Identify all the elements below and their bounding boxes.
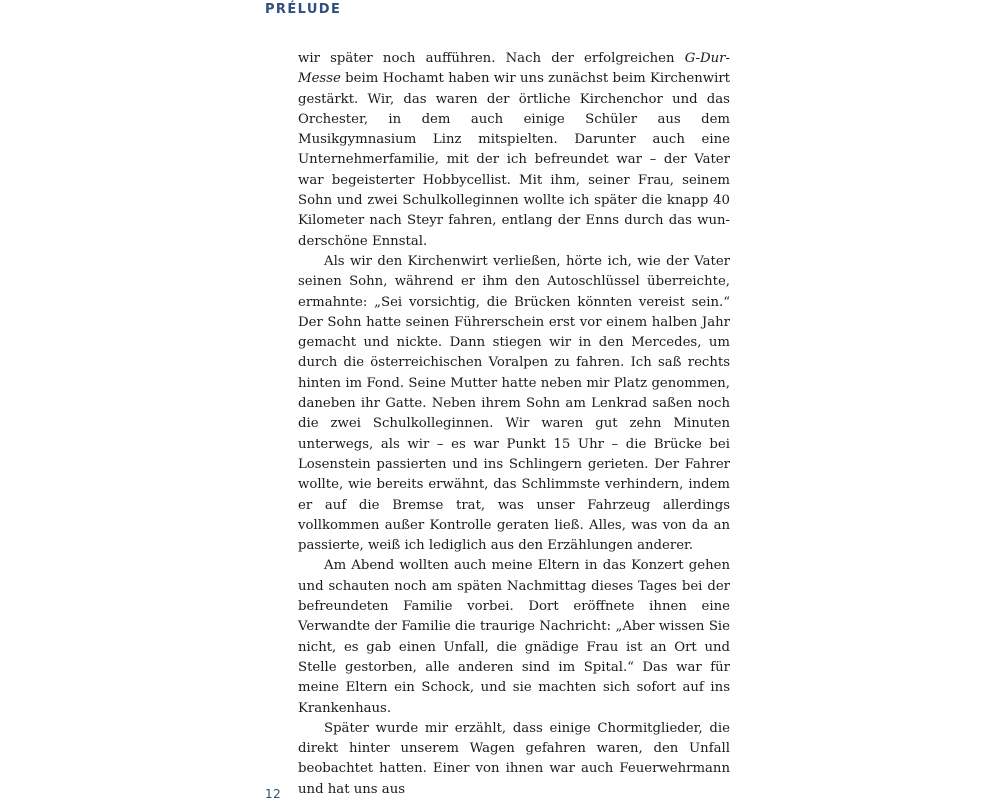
paragraph-1-rest: beim Hochamt haben wir uns zunächst beim Kirchenwirt gestärkt. Wir, das waren der örtliche Kirchenchor und das Orchester, in dem auch einige Schüler aus dem Musikgymnasium Linz mitspielten. Darunter auch eine Unternehmerfamilie, mit der ich befreundet war – der Vater war begeisterter Hobbycellist. Mit ihm, seiner Frau, seinem Sohn und zwei Schulkolleginnen wollte ich später die knapp 40 Kilometer nach Steyr fahren, entlang der Enns durch das wunderschöne Ennstal. <box>298 71 730 249</box>
paragraph-1 <box>298 49 730 252</box>
body-text <box>298 49 730 800</box>
italic-work-title: G-Dur-Messe <box>298 51 730 87</box>
paragraph-2: Als wir den Kirchenwirt verließen, hörte ich, wie der Vater seinen Sohn, während er ihm den Autoschlüssel überreichte, ermahnte: „Sei vorsichtig, die Brücken könnten vereist sein.“ Der Sohn hatte seinen Führerschein erst vor einem halben Jahr gemacht und nickte. Dann stiegen wir in den Mercedes, um durch die österreichischen Voralpen zu fahren. Ich saß rechts hinten im Fond. Seine Mutter hatte neben mir Platz genommen, daneben ihr Gatte. Neben ihrem Sohn am Lenkrad saßen noch die zwei Schulkolleginnen. Wir waren gut zehn Minuten unterwegs, als wir – es war Punkt 15 Uhr – die Brücke bei Losenstein passierten und ins Schlingern gerieten. Der Fahrer wollte, wie bereits erwähnt, das Schlimmste verhindern, indem er auf die Bremse trat, was unser Fahrzeug allerdings vollkommen außer Kontrolle geraten ließ. Alles, was von da an passierte, weiß ich lediglich aus den Erzählungen anderer. <box>298 253 730 554</box>
paragraph-1-start: wir später noch aufführen. Nach der erfolgreichen <box>298 51 685 66</box>
paragraph-4: Später wurde mir erzählt, dass einige Chormitglieder, die direkt hinter unserem Wagen gefahren waren, den Unfall beobachtet hatten. Einer von ihnen war auch Feuerwehrmann und hat uns aus <box>298 720 730 797</box>
page-number: 12 <box>265 787 282 800</box>
running-head: PRÉLUDE <box>265 2 342 17</box>
paragraph-3: Am Abend wollten auch meine Eltern in das Konzert gehen und schauten noch am späten Nachmittag dieses Tages bei der befreundeten Familie vorbei. Dort eröffnete ihnen eine Verwandte der Familie die traurige Nachricht: „Aber wissen Sie nicht, es gab einen Unfall, die gnädige Frau ist an Ort und Stelle gestorben, alle anderen sind im Spital.“ Das war für meine Eltern ein Schock, und sie machten sich sofort auf ins Krankenhaus. <box>298 558 730 716</box>
